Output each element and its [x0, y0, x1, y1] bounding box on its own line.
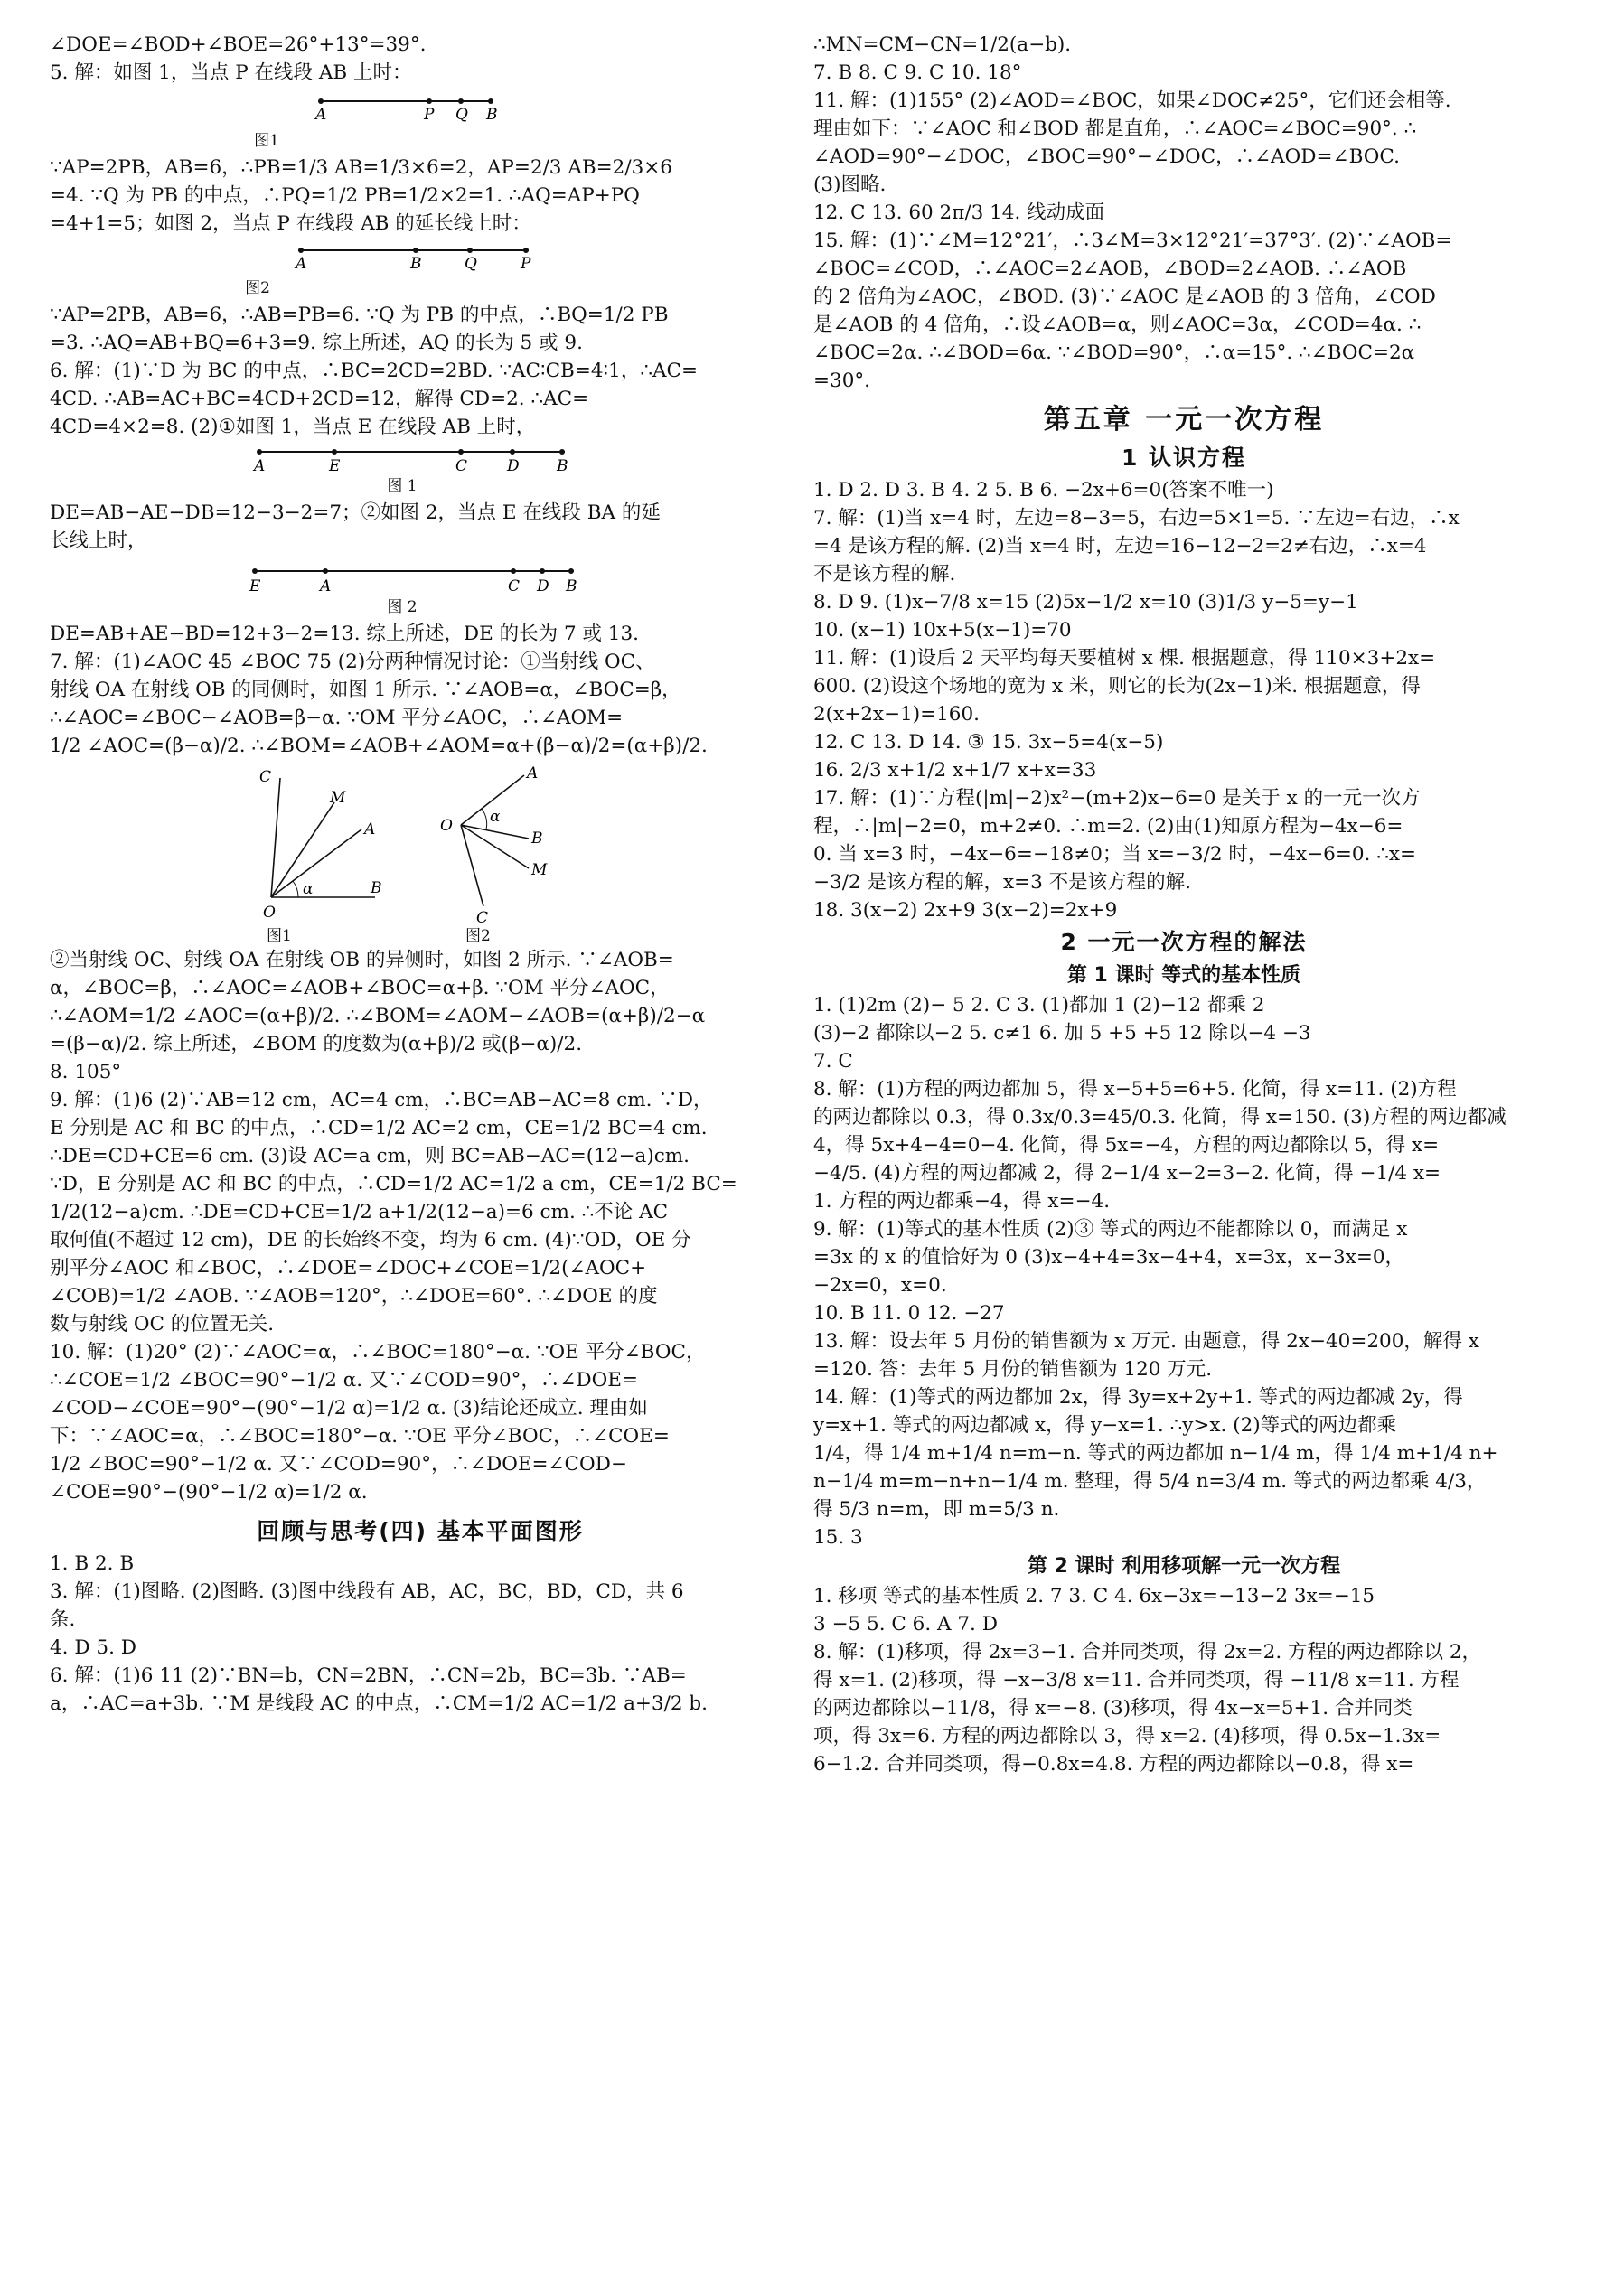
segment-diagram	[50, 443, 791, 477]
text-line: 1. (1)2m (2)− 5 2. C 3. (1)都加 1 (2)−12 都乘 2	[813, 994, 1265, 1017]
lesson-title: 第 2 课时 利用移项解一元一次方程	[1027, 1555, 1341, 1578]
text-line: 4. D 5. D	[50, 1636, 137, 1659]
text-line: 的两边都除以 0.3，得 0.3x/0.3=45/0.3. 化简，得 x=150. (3)方程的两边都减	[813, 1106, 1506, 1129]
figure-7	[50, 762, 791, 945]
text-line: 条.	[50, 1608, 76, 1631]
text-line: ∴DE=CD+CE=6 cm. (3)设 AC=a cm，则 BC=AB−AC=(12−a)cm.	[50, 1145, 690, 1167]
text-line: =3x 的 x 的值恰好为 0 (3)x−4+4=3x−4+4，x=3x，x−3x=0，	[813, 1246, 1405, 1269]
text-line: =30°.	[813, 370, 870, 392]
text-line: ∴∠AOC=∠BOC−∠AOB=β−α. ∵OM 平分∠AOC，∴∠AOM=	[50, 707, 624, 729]
text-line: n−1/4 m=m−n+n−1/4 m. 整理，得 5/4 n=3/4 m. 等式的两边都乘 4/3，	[813, 1470, 1487, 1493]
text-line: 1/2(12−a)cm. ∴DE=CD+CE=1/2 a+1/2(12−a)=6 cm. ∴不论 AC	[50, 1201, 669, 1223]
text-line: 8. D 9. (1)x−7/8 x=15 (2)5x−1/2 x=10 (3)1/3 y−5=y−1	[813, 591, 1358, 614]
figure-caption: 图 1	[387, 477, 418, 495]
text-line: ∠COD−∠COE=90°−(90°−1/2 α)=1/2 α. (3)结论还成立. 理由如	[50, 1397, 648, 1420]
segment-diagram	[50, 239, 791, 279]
svg-text:A: A	[527, 764, 539, 783]
figure-caption: 图1	[267, 927, 292, 945]
text-line: 3. 解：(1)图略. (2)图略. (3)图中线段有 AB，AC，BC，BD，CD，共 6	[50, 1580, 684, 1603]
text-line: α，∠BOC=β，∴∠AOC=∠AOB+∠BOC=α+β. ∵OM 平分∠AOC，	[50, 977, 670, 999]
text-line: −3/2 是该方程的解，x=3 不是该方程的解.	[813, 871, 1191, 894]
segment-diagram	[50, 557, 791, 598]
svg-text:A: A	[364, 820, 376, 839]
text-line: 6−1.2. 合并同类项，得−0.8x=4.8. 方程的两边都除以−0.8，得 x=	[813, 1753, 1414, 1776]
section-title: 2 一元一次方程的解法	[1060, 929, 1308, 955]
text-line: 4CD=4×2=8. (2)①如图 1，当点 E 在线段 AB 上时，	[50, 416, 536, 438]
angle-diagrams	[50, 762, 791, 924]
text-line: =4. ∵Q 为 PB 的中点，∴PQ=1/2 PB=1/2×2=1. ∴AQ=AP+PQ	[50, 184, 640, 207]
text-line: ∵AP=2PB，AB=6，∴PB=1/3 AB=1/3×6=2，AP=2/3 AB=2/3×6	[50, 156, 672, 179]
text-line: 取何值(不超过 12 cm)，DE 的长始终不变，均为 6 cm. (4)∵OD，OE 分	[50, 1229, 691, 1251]
problem-5: 5. 解：如图 1，当点 P 在线段 AB 上时：	[50, 61, 412, 84]
text-line: E 分别是 AC 和 BC 的中点，∴CD=1/2 AC=2 cm，CE=1/2 BC=4 cm.	[50, 1117, 708, 1139]
figure-caption: 图2	[465, 927, 491, 945]
text-line: 13. 解：设去年 5 月份的销售额为 x 万元. 由题意，得 2x−40=200，解得 x	[813, 1330, 1479, 1353]
figure-5-1	[50, 89, 791, 150]
problem-6: 6. 解：(1)∵D 为 BC 的中点，∴BC=2CD=2BD. ∵AC∶CB=4∶1，∴AC=	[50, 360, 698, 382]
text-line: 11. 解：(1)设后 2 天平均每天要植树 x 棵. 根据题意，得 110×3+2x=	[813, 647, 1436, 670]
text-line: ∠BOC=∠COD，∴∠AOC=2∠AOB，∠BOD=2∠AOB. ∴∠AOB	[813, 258, 1407, 280]
chapter-title: 第五章 一元一次方程	[1043, 404, 1325, 436]
svg-text:A: A	[254, 457, 266, 475]
text-line: 4CD. ∴AB=AC+BC=4CD+2CD=12，解得 CD=2. ∴AC=	[50, 388, 589, 410]
text-line: 9. 解：(1)等式的基本性质 (2)③ 等式的两边不能都除以 0，而满足 x	[813, 1218, 1408, 1241]
text-line: ∵AP=2PB，AB=6，∴AB=PB=6. ∵Q 为 PB 的中点，∴BQ=1/2 PB	[50, 304, 669, 326]
text-line: =4+1=5；如图 2，当点 P 在线段 AB 的延长线上时：	[50, 212, 531, 235]
text-line: =3. ∴AQ=AB+BQ=6+3=9. 综上所述，AQ 的长为 5 或 9.	[50, 332, 583, 354]
text-line: 下：∵∠AOC=α，∴∠BOC=180°−α. ∵OE 平分∠BOC，∴∠COE=	[50, 1425, 670, 1448]
text-line: ∠AOD=90°−∠DOC，∠BOC=90°−∠DOC，∴∠AOD=∠BOC.	[813, 145, 1400, 168]
segment-diagram	[50, 89, 791, 132]
text-line: 数与射线 OC 的位置无关.	[50, 1313, 275, 1335]
text-line: a，∴AC=a+3b. ∵M 是线段 AC 的中点，∴CM=1/2 AC=1/2 a+3/2 b.	[50, 1692, 708, 1715]
text-line: =4 是该方程的解. (2)当 x=4 时，左边=16−12−2=2≠右边，∴x=4	[813, 535, 1427, 558]
left-column	[50, 31, 791, 1718]
text-line: 2(x+2x−1)=160.	[813, 703, 980, 726]
text-line: 18. 3(x−2) 2x+9 3(x−2)=2x+9	[813, 899, 1118, 922]
text-line: 0. 当 x=3 时，−4x−6=−18≠0；当 x=−3/2 时，−4x−6=0. ∴x=	[813, 843, 1417, 866]
svg-text:A: A	[315, 106, 327, 124]
svg-text:P: P	[424, 106, 435, 124]
text-line: 1. B 2. B	[50, 1552, 135, 1575]
text-line: ∠COB)=1/2 ∠AOB. ∵∠AOB=120°，∴∠DOE=60°. ∴∠DOE 的度	[50, 1285, 658, 1307]
svg-text:B: B	[410, 255, 422, 273]
svg-text:E: E	[329, 457, 341, 475]
svg-text:α: α	[490, 808, 501, 826]
svg-text:B: B	[557, 457, 568, 475]
text-line: (3)−2 都除以−2 5. c≠1 6. 加 5 +5 +5 12 除以−4 −3	[813, 1022, 1311, 1045]
text-line: 15. 3	[813, 1526, 863, 1549]
text-line: 的 2 倍角为∠AOC，∠BOD. (3)∵∠AOC 是∠AOB 的 3 倍角，∠COD	[813, 286, 1436, 308]
text-line: 12. C 13. 60 2π/3 14. 线动成面	[813, 201, 1105, 224]
text-line: 600. (2)设这个场地的宽为 x 米，则它的长为(2x−1)米. 根据题意，得	[813, 675, 1421, 698]
text-line: 14. 解：(1)等式的两边都加 2x，得 3y=x+2y+1. 等式的两边都减 2y，得	[813, 1386, 1463, 1409]
text-line: 射线 OA 在射线 OB 的同侧时，如图 1 所示. ∵∠AOB=α，∠BOC=β，	[50, 679, 681, 701]
text-line: ∴MN=CM−CN=1/2(a−b).	[813, 33, 1072, 56]
text-line: 得 x=1. (2)移项，得 −x−3/8 x=11. 合并同类项，得 −11/8 x=11. 方程	[813, 1669, 1460, 1692]
text-line: (3)图略.	[813, 173, 887, 196]
text-line: −4/5. (4)方程的两边都减 2，得 2−1/4 x−2=3−2. 化简，得 −1/4 x=	[813, 1162, 1441, 1185]
text-line: 7. 解：(1)当 x=4 时，左边=8−3=5，右边=5×1=5. ∵左边=右边，∴x	[813, 507, 1460, 529]
svg-text:A: A	[320, 577, 332, 595]
text-line: 项，得 3x=6. 方程的两边都除以 3，得 x=2. (4)移项，得 0.5x−1.3x=	[813, 1725, 1441, 1748]
text-line: 1. 方程的两边都乘−4，得 x=−4.	[813, 1190, 1111, 1213]
text-line: 17. 解：(1)∵方程(|m|−2)x²−(m+2)x−6=0 是关于 x 的一元一次方	[813, 787, 1421, 810]
text-line: ∠COE=90°−(90°−1/2 α)=1/2 α.	[50, 1481, 368, 1504]
text-line: 7. C	[813, 1050, 853, 1073]
text-line: 12. C 13. D 14. ③ 15. 3x−5=4(x−5)	[813, 731, 1164, 754]
text-line: 1. D 2. D 3. B 4. 2 5. B 6. −2x+6=0(答案不唯一)	[813, 479, 1274, 501]
text-line: =(β−α)/2. 综上所述，∠BOM 的度数为(α+β)/2 或(β−α)/2.	[50, 1033, 583, 1055]
svg-text:C: C	[259, 768, 272, 786]
svg-text:B: B	[486, 106, 498, 124]
svg-text:O: O	[440, 817, 453, 835]
text-line: ②当射线 OC、射线 OA 在射线 OB 的异侧时，如图 2 所示. ∵∠AOB=	[50, 949, 674, 971]
svg-text:O: O	[263, 904, 276, 922]
problem-7: 7. 解：(1)∠AOC 45 ∠BOC 75 (2)分两种情况讨论：①当射线 OC、	[50, 651, 655, 673]
svg-text:B: B	[531, 829, 543, 848]
text-line: ∴∠AOM=1/2 ∠AOC=(α+β)/2. ∴∠BOM=∠AOM−∠AOB=(α+β)/2−α	[50, 1005, 706, 1027]
text-line: ∠DOE=∠BOD+∠BOE=26°+13°=39°.	[50, 33, 427, 56]
text-line: 16. 2/3 x+1/2 x+1/7 x+x=33	[813, 759, 1097, 782]
text-line: 得 5/3 n=m，即 m=5/3 n.	[813, 1498, 1060, 1521]
svg-text:M: M	[531, 861, 548, 879]
lesson-title: 第 1 课时 等式的基本性质	[1066, 964, 1301, 987]
svg-text:P: P	[521, 255, 531, 273]
svg-text:C: C	[455, 457, 468, 475]
svg-text:α: α	[303, 880, 314, 898]
text-line: 4，得 5x+4−4=0−4. 化简，得 5x=−4，方程的两边都除以 5，得 x=	[813, 1134, 1440, 1157]
problem-11: 11. 解：(1)155° (2)∠AOD=∠BOC，如果∠DOC≠25°，它们还会相等.	[813, 89, 1451, 112]
text-line: 10. B 11. 0 12. −27	[813, 1302, 1005, 1325]
text-line: 8. 解：(1)移项，得 2x=3−1. 合并同类项，得 2x=2. 方程的两边都除以 2，	[813, 1641, 1482, 1663]
text-line: ∵D，E 分别是 AC 和 BC 的中点，∴CD=1/2 AC=1/2 a cm，CE=1/2 BC=	[50, 1173, 737, 1195]
text-line: ∠BOC=2α. ∴∠BOD=6α. ∵∠BOD=90°，∴α=15°. ∴∠BOC=2α	[813, 342, 1415, 364]
figure-caption: 图2	[245, 279, 270, 297]
svg-text:Q: Q	[455, 106, 468, 124]
text-line: ∴∠COE=1/2 ∠BOC=90°−1/2 α. 又∵∠COD=90°，∴∠DOE=	[50, 1369, 639, 1392]
figure-6-2	[50, 557, 791, 616]
text-line: 理由如下：∵∠AOC 和∠BOD 都是直角，∴∠AOC=∠BOC=90°. ∴	[813, 117, 1417, 140]
svg-text:B: B	[566, 577, 577, 595]
problem-15: 15. 解：(1)∵∠M=12°21′，∴3∠M=3×12°21′=37°3′. (2)∵∠AOB=	[813, 230, 1452, 252]
text-line: y=x+1. 等式的两边都减 x，得 y−x=1. ∴y>x. (2)等式的两边都乘	[813, 1414, 1397, 1437]
svg-text:Q: Q	[465, 255, 477, 273]
svg-text:D: D	[537, 577, 549, 595]
svg-text:A: A	[296, 255, 307, 273]
svg-text:E: E	[249, 577, 261, 595]
text-line: 别平分∠AOC 和∠BOC，∴∠DOE=∠DOC+∠COE=1/2(∠AOC+	[50, 1257, 647, 1279]
text-line: 6. 解：(1)6 11 (2)∵BN=b，CN=2BN，∴CN=2b，BC=3b. ∵AB=	[50, 1664, 687, 1687]
section-heading-review: 回顾与思考(四) 基本平面图形	[257, 1518, 584, 1544]
text-line: DE=AB+AE−BD=12+3−2=13. 综上所述，DE 的长为 7 或 13.	[50, 623, 640, 645]
text-line: 的两边都除以−11/8，得 x=−8. (3)移项，得 4x−x=5+1. 合并同类	[813, 1697, 1413, 1720]
svg-text:M: M	[330, 789, 346, 807]
text-line: =120. 答：去年 5 月份的销售额为 120 万元.	[813, 1358, 1213, 1381]
figure-5-2	[50, 239, 791, 297]
right-column	[813, 31, 1554, 1778]
text-line: 1. 移项 等式的基本性质 2. 7 3. C 4. 6x−3x=−13−2 3x=−15	[813, 1585, 1375, 1607]
text-line: 1/4，得 1/4 m+1/4 n=m−n. 等式的两边都加 n−1/4 m，得 1/4 m+1/4 n+	[813, 1442, 1498, 1465]
text-line: 不是该方程的解.	[813, 563, 956, 586]
text-line: DE=AB−AE−DB=12−3−2=7；②如图 2，当点 E 在线段 BA 的延	[50, 501, 661, 524]
problem-10: 10. 解：(1)20° (2)∵∠AOC=α，∴∠BOC=180°−α. ∵OE 平分∠BOC，	[50, 1341, 706, 1364]
text-line: 长线上时，	[50, 529, 147, 552]
svg-text:C: C	[476, 909, 489, 924]
text-line: 是∠AOB 的 4 倍角，∴设∠AOB=α，则∠AOC=3α，∠COD=4α. ∴	[813, 314, 1422, 336]
text-line: 1/2 ∠BOC=90°−1/2 α. 又∵∠COD=90°，∴∠DOE=∠COD−	[50, 1453, 627, 1476]
figure-6-1	[50, 443, 791, 495]
text-line: −2x=0，x=0.	[813, 1274, 947, 1297]
problem-8: 8. 105°	[50, 1061, 122, 1083]
svg-text:D: D	[507, 457, 520, 475]
text-line: 7. B 8. C 9. C 10. 18°	[813, 61, 1022, 84]
text-line: 8. 解：(1)方程的两边都加 5，得 x−5+5=6+5. 化简，得 x=11. (2)方程	[813, 1078, 1457, 1101]
text-line: 10. (x−1) 10x+5(x−1)=70	[813, 619, 1072, 642]
text-line: 1/2 ∠AOC=(β−α)/2. ∴∠BOM=∠AOB+∠AOM=α+(β−α)/2=(α+β)/2.	[50, 735, 708, 757]
text-line: 3 −5 5. C 6. A 7. D	[813, 1613, 998, 1635]
figure-caption: 图1	[254, 132, 279, 150]
text-line: 程，∴|m|−2=0，m+2≠0. ∴m=2. (2)由(1)知原方程为−4x−6=	[813, 815, 1403, 838]
svg-text:C: C	[508, 577, 521, 595]
svg-text:B: B	[371, 879, 382, 897]
section-title: 1 认识方程	[1121, 445, 1247, 471]
problem-9: 9. 解：(1)6 (2)∵AB=12 cm，AC=4 cm，∴BC=AB−AC=8 cm. ∵D，	[50, 1089, 713, 1111]
figure-caption: 图 2	[387, 598, 418, 616]
